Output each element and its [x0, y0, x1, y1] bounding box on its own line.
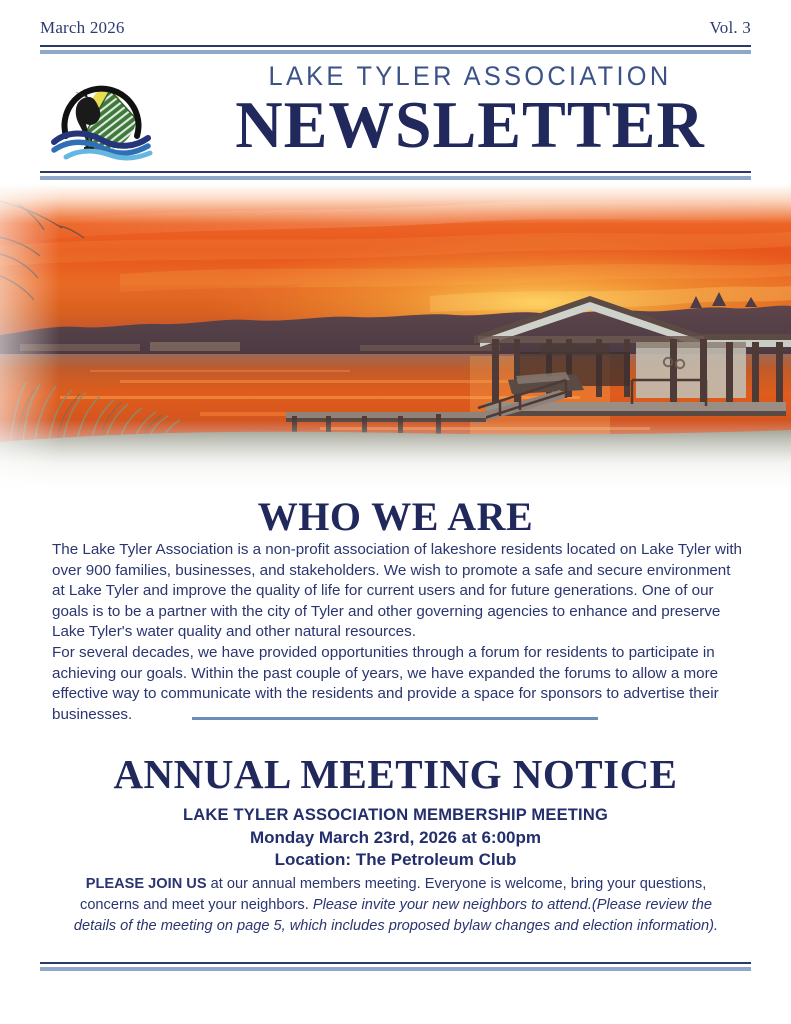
lake-tyler-logo — [44, 70, 156, 166]
rule-thick-line — [40, 967, 751, 971]
brand-block — [40, 60, 751, 170]
invite-body: at our annual members meeting. Everyone is welcome, bring your questions, concerns and meet your neighbors. — [80, 876, 707, 913]
rule-thick-line — [40, 176, 751, 180]
organization-name: LAKE TYLER ASSOCIATION — [268, 61, 672, 91]
meeting-invitation-text — [72, 874, 720, 937]
title-stack — [190, 61, 750, 163]
meeting-datetime: Monday March 23rd, 2026 at 6:00pm — [249, 827, 541, 847]
publication-title: NEWSLETTER — [235, 88, 705, 163]
volume-number: Vol. 3 — [709, 18, 751, 37]
who-we-are-paragraph-1: The Lake Tyler Association is a non-profit association of lakeshore residents located on Lake Tyler with over 900 families, businesses, and stakeholders. We wish to promote a safe and secure environment at Lake Tyler and improve the quality of life for current users and for future generations. One of our goals is to be a partner with the city of Tyler and other governing agencies to enhance and preserve Lake Tyler's water quality and other natural resources. — [52, 541, 743, 641]
meeting-location: Location: The Petroleum Club — [274, 850, 517, 869]
who-we-are-heading: WHO WE ARE — [257, 494, 534, 539]
rule-thick-line — [40, 50, 751, 54]
meeting-details — [40, 804, 751, 872]
invite-note: Please invite your new neighbors to attend.(Please review the details of the meeting on page 5, which includes proposed bylaw changes and election information). — [73, 897, 719, 934]
who-we-are-paragraph-2: For several decades, we have provided opportunities through a forum for residents to participate in achieving our goals. Within the past couple of years, we have expanded the forums to allow a more effective way to communicate with the residents and provide a space for sponsors to advertise their businesses. — [52, 643, 719, 723]
rule-thin-line — [40, 171, 751, 173]
invite-emphasis: PLEASE JOIN US — [85, 876, 207, 892]
masthead-top-rule — [40, 45, 751, 54]
hero-photo — [0, 184, 791, 490]
who-we-are-body — [52, 540, 742, 725]
annual-meeting-heading: ANNUAL MEETING NOTICE — [113, 751, 678, 797]
issue-date: March 2026 — [40, 18, 125, 37]
hero-bottom-fade — [0, 420, 791, 490]
rule-thin-line — [40, 962, 751, 964]
footer-rule — [40, 962, 751, 971]
masthead-bottom-rule — [40, 171, 751, 180]
section-divider — [192, 717, 598, 720]
meeting-title: LAKE TYLER ASSOCIATION MEMBERSHIP MEETING — [182, 806, 608, 824]
rule-thin-line — [40, 45, 751, 47]
masthead-meta-row — [40, 18, 751, 38]
hero-top-fade — [0, 184, 791, 224]
